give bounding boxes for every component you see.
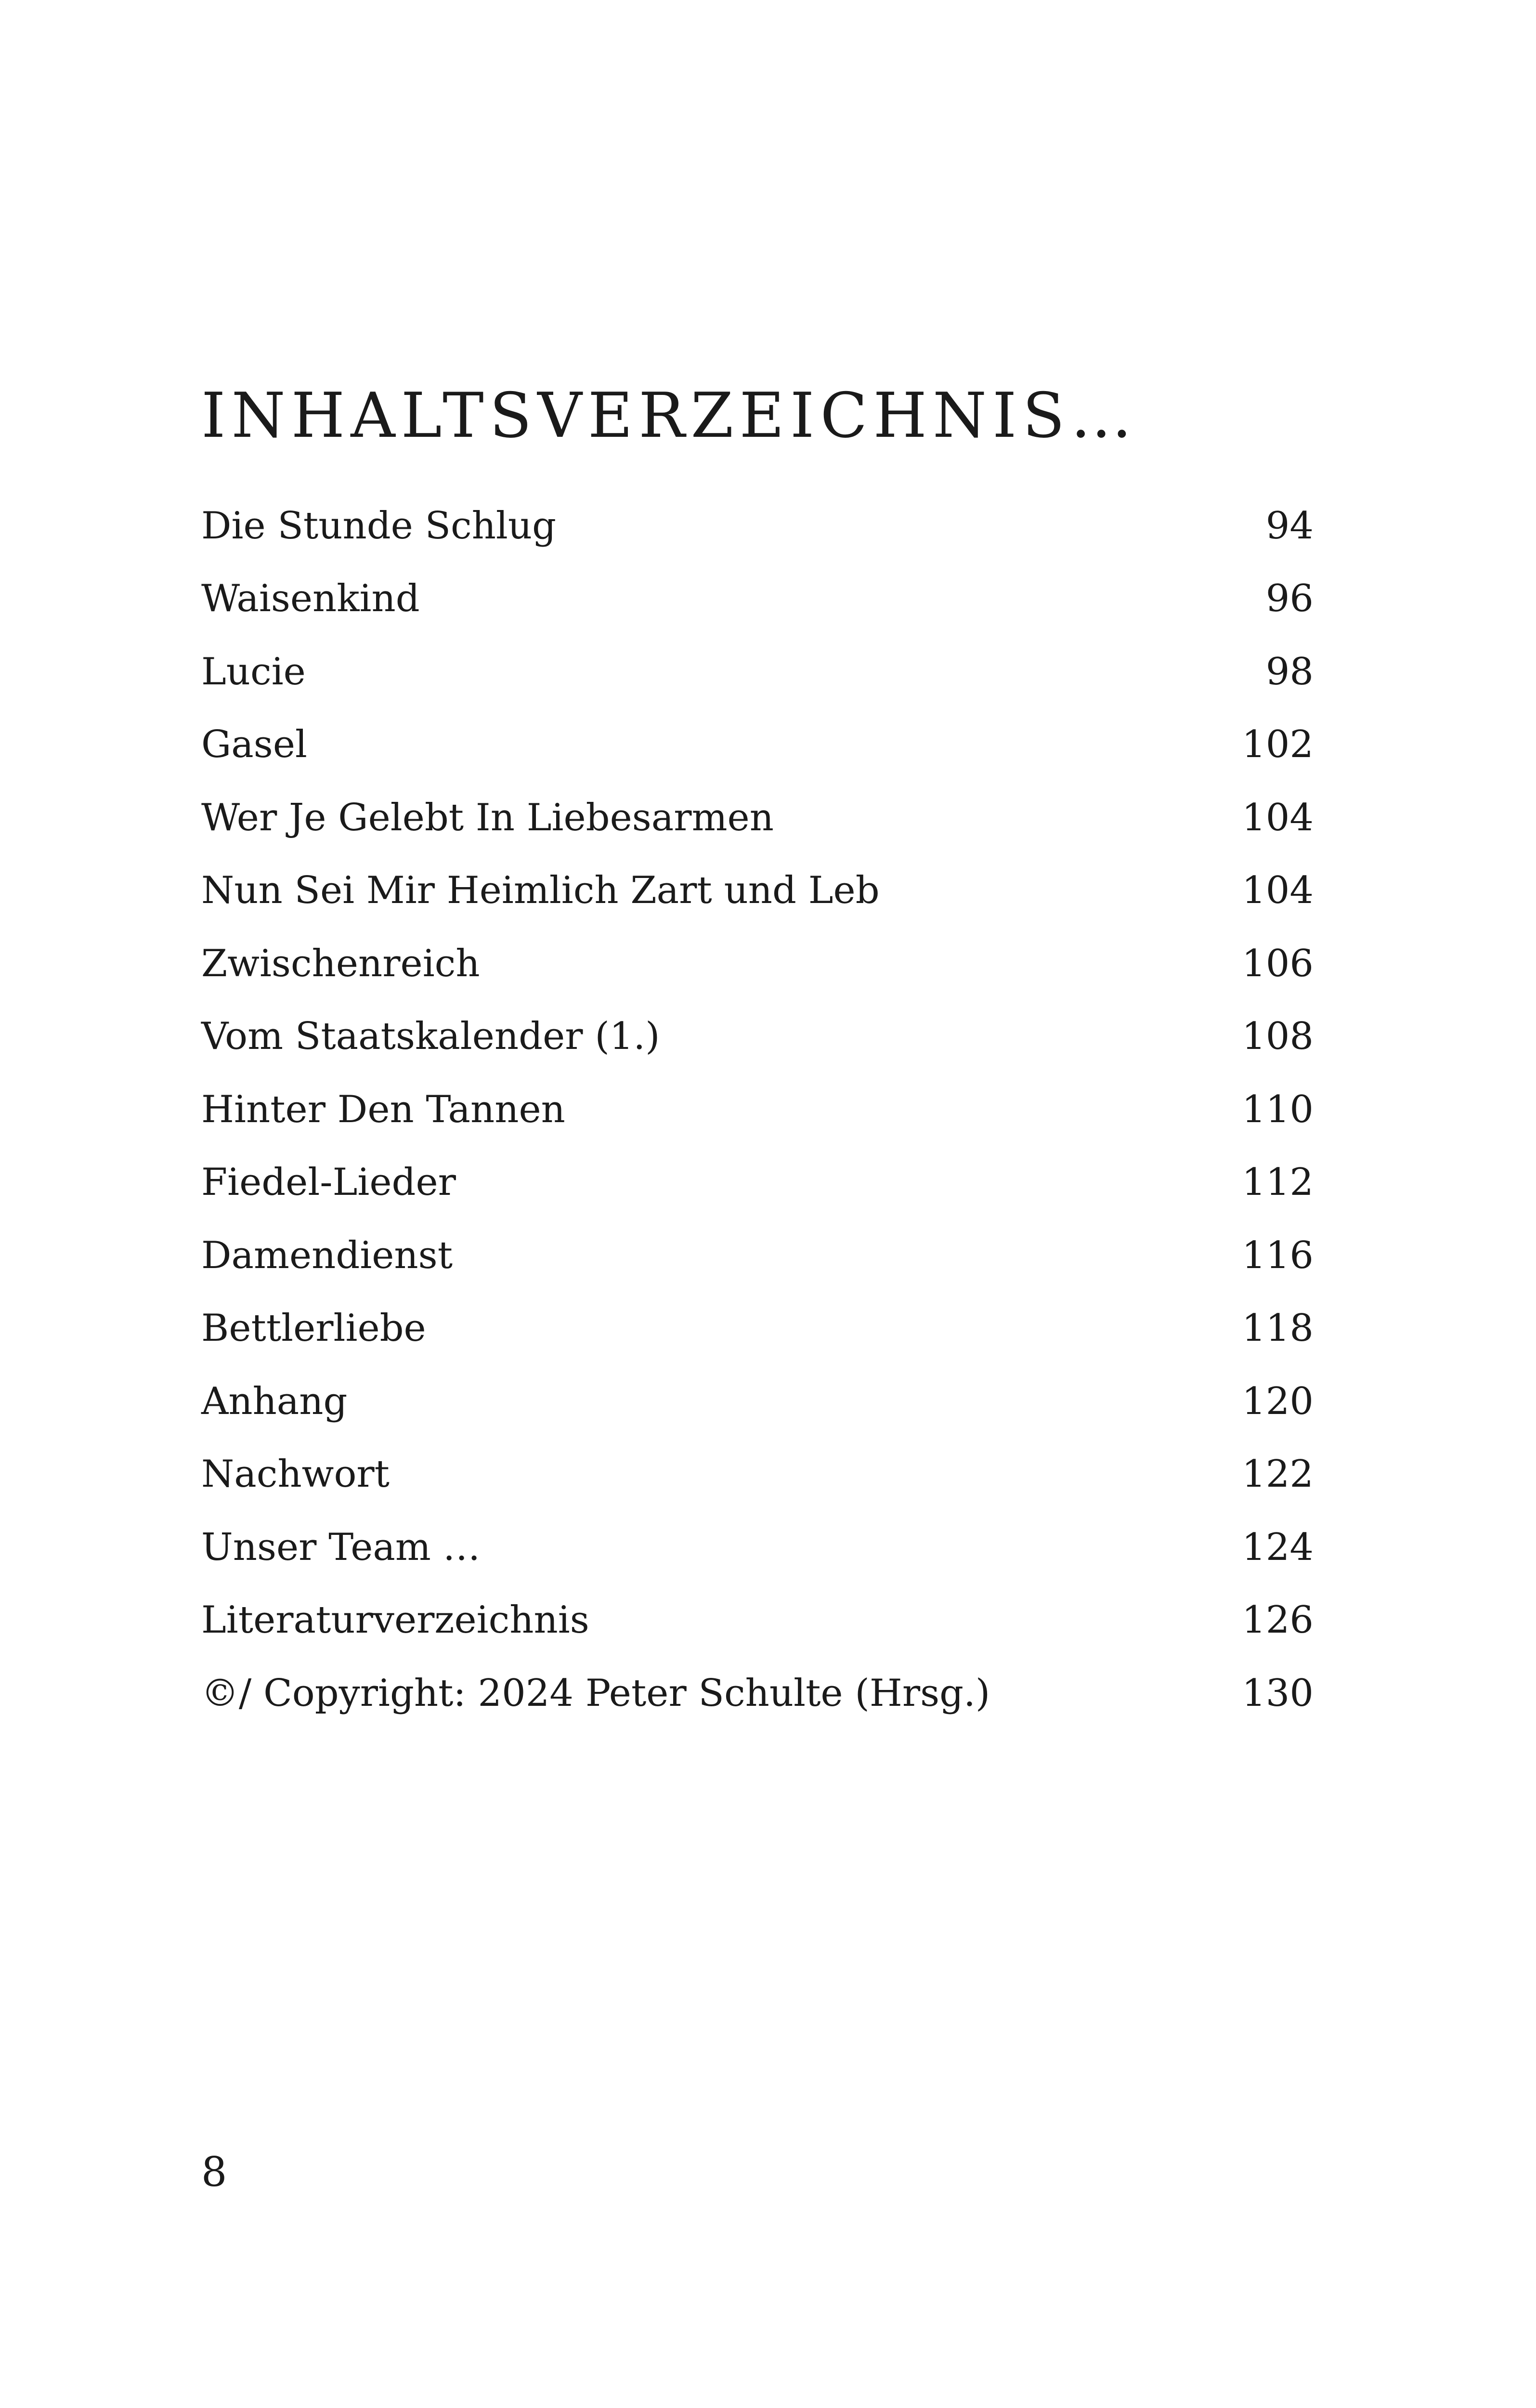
- toc-entry-title: Hinter Den Tannen: [201, 1087, 565, 1131]
- toc-entry-page: 124: [1242, 1525, 1314, 1569]
- toc-entry-title: Literaturverzeichnis: [201, 1598, 589, 1642]
- toc-entry-page: 108: [1242, 1015, 1314, 1059]
- toc-entry: [201, 635, 1314, 708]
- toc-entry-page: 120: [1242, 1379, 1314, 1423]
- toc-entry: [201, 1073, 1314, 1146]
- toc-entry: [201, 1219, 1314, 1292]
- toc-entry: [201, 1511, 1314, 1584]
- toc-entry-title: Fiedel-Lieder: [201, 1161, 456, 1204]
- toc-entry-page: 104: [1242, 796, 1314, 839]
- toc-entry: [201, 1292, 1314, 1365]
- toc-entry-page: 96: [1265, 577, 1314, 621]
- toc-entry: [201, 1438, 1314, 1511]
- toc-entry-title: Wer Je Gelebt In Liebesarmen: [201, 796, 774, 839]
- toc-entry-title: Zwischenreich: [201, 942, 480, 985]
- toc-entry-title: Nun Sei Mir Heimlich Zart und Leb: [201, 869, 880, 913]
- toc-entry-page: 104: [1242, 869, 1314, 913]
- toc-entry: [201, 781, 1314, 854]
- toc-entry: [201, 563, 1314, 636]
- toc-entry-page: 98: [1265, 650, 1314, 694]
- toc-entry-title: Gasel: [201, 723, 307, 767]
- toc-entry-page: 116: [1242, 1233, 1314, 1277]
- toc-entry-page: 122: [1242, 1453, 1314, 1496]
- toc-entry: [201, 708, 1314, 782]
- toc-entry-title: Unser Team …: [201, 1525, 481, 1569]
- toc-entry: [201, 1584, 1314, 1657]
- toc-entry: [201, 1146, 1314, 1219]
- toc-entry-page: 102: [1242, 723, 1314, 767]
- toc-entry: [201, 1000, 1314, 1073]
- toc-entry: [201, 927, 1314, 1000]
- toc-entry-page: 94: [1265, 504, 1314, 548]
- toc-entry-page: 126: [1242, 1598, 1314, 1642]
- toc-entry-title: ©/ Copyright: 2024 Peter Schulte (Hrsg.): [201, 1671, 990, 1715]
- toc-entry-title: Die Stunde Schlug: [201, 504, 557, 548]
- toc-entry-page: 112: [1242, 1161, 1314, 1204]
- toc-entry-title: Nachwort: [201, 1453, 390, 1496]
- page-number: 8: [201, 2148, 227, 2196]
- toc-entry: [201, 489, 1314, 563]
- page-title: INHALTSVERZEICHNIS…: [201, 380, 1138, 452]
- toc-entry-page: 118: [1242, 1307, 1314, 1350]
- toc-entry-title: Anhang: [201, 1379, 348, 1423]
- toc-entry-title: Waisenkind: [201, 577, 420, 621]
- table-of-contents: [201, 489, 1314, 1730]
- toc-entry-title: Lucie: [201, 650, 306, 694]
- toc-entry: [201, 854, 1314, 928]
- toc-entry: [201, 1365, 1314, 1438]
- toc-entry-page: 106: [1242, 942, 1314, 985]
- toc-entry-title: Vom Staatskalender (1.): [201, 1015, 660, 1059]
- toc-entry: [201, 1657, 1314, 1730]
- toc-entry-page: 130: [1242, 1671, 1314, 1715]
- toc-entry-page: 110: [1242, 1087, 1314, 1131]
- toc-entry-title: Bettlerliebe: [201, 1307, 426, 1350]
- toc-entry-title: Damendienst: [201, 1233, 453, 1277]
